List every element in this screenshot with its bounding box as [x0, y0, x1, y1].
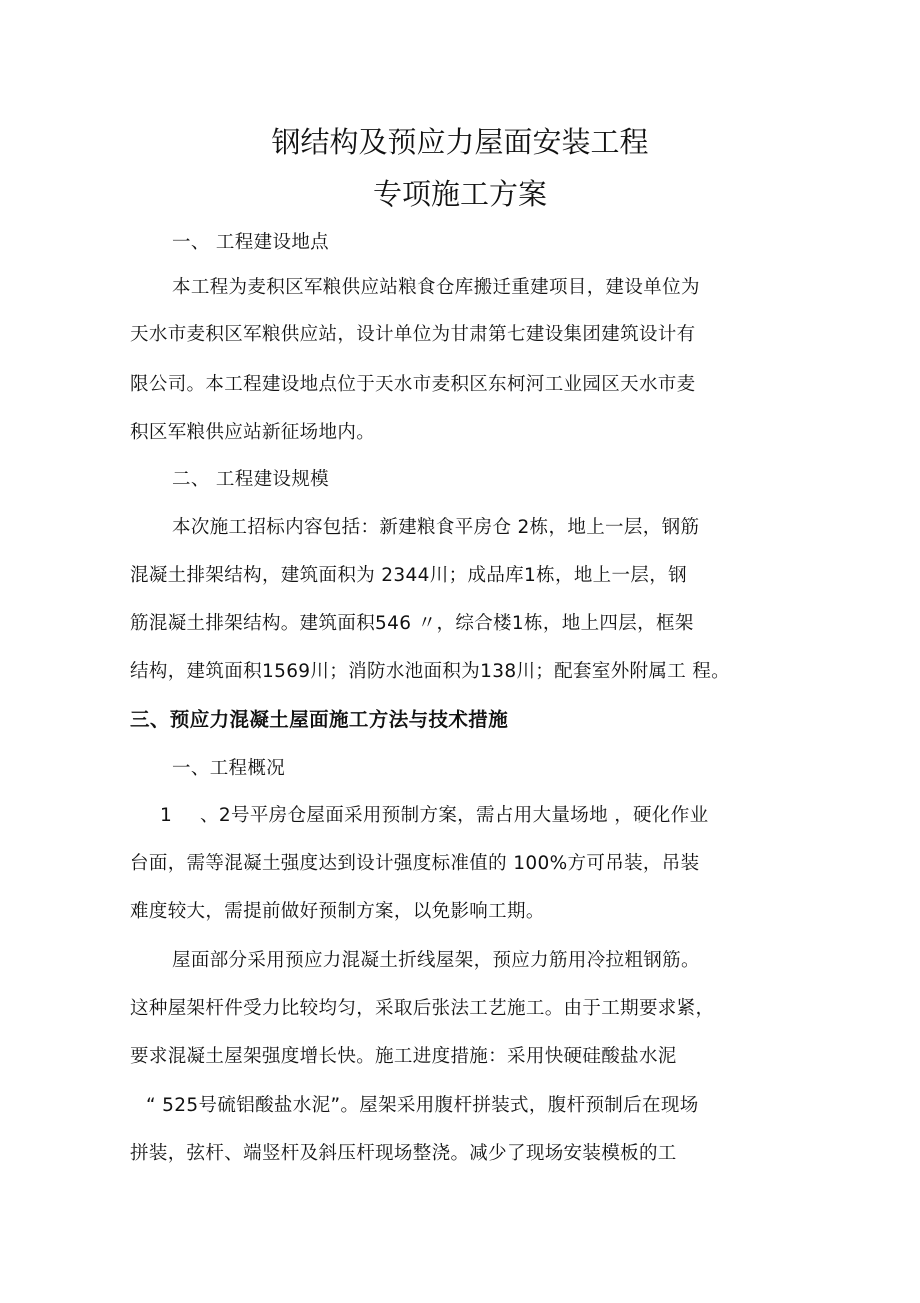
section2-heading: 二、 工程建设规模	[172, 469, 330, 490]
section2-line: 结构，建筑面积1569川；消防水池面积为138川；配套室外附属工 程。	[130, 661, 731, 682]
section3-heading: 三、预应力混凝土屋面施工方法与技术措施	[130, 708, 509, 731]
section1-heading: 一、 工程建设地点	[172, 232, 330, 253]
document-title-line1: 钢结构及预应力屋面安装工程	[271, 125, 649, 159]
item1-line: 、2号平房仓屋面采用预制方案，需占用大量场地 ，硬化作业	[200, 805, 709, 826]
item1-number: 1	[160, 805, 173, 826]
para2-line: “ 525号硫铝酸盐水泥”。屋架采用腹杆拼装式，腹杆预制后在现场	[146, 1095, 699, 1116]
section1-line: 限公司。本工程建设地点位于天水市麦积区东柯河工业园区天水市麦	[130, 374, 696, 395]
para2-line: 要求混凝土屋架强度增长快。施工进度措施：采用快硬硅酸盐水泥	[130, 1046, 677, 1067]
para2-line: 拼装，弦杆、端竖杆及斜压杆现场整浇。减少了现场安装模板的工	[130, 1143, 677, 1164]
section2-line: 筋混凝土排架结构。建筑面积546 〃，综合楼1栋，地上四层，框架	[130, 613, 694, 634]
section1-line: 天水市麦积区军粮供应站，设计单位为甘肃第七建设集团建筑设计有	[130, 324, 696, 345]
item1-line: 难度较大，需提前做好预制方案，以免影响工期。	[130, 901, 545, 922]
section2-line: 混凝土排架结构，建筑面积为 2344川；成品库1栋，地上一层，钢	[130, 565, 687, 586]
para2-line: 这种屋架杆件受力比较均匀，采取后张法工艺施工。由于工期要求紧，	[130, 998, 715, 1019]
section2-line: 本次施工招标内容包括：新建粮食平房仓 2栋，地上一层，钢筋	[172, 517, 700, 538]
section1-line: 本工程为麦积区军粮供应站粮食仓库搬迁重建项目，建设单位为	[172, 277, 700, 298]
item1-line: 台面，需等混凝土强度达到设计强度标准值的 100%方可吊装，吊装	[130, 853, 700, 874]
section3-subheading: 一、工程概况	[172, 758, 286, 779]
section1-line: 积区军粮供应站新征场地内。	[130, 422, 376, 443]
para2-line: 屋面部分采用预应力混凝土折线屋架，预应力筋用冷拉粗钢筋。	[172, 950, 700, 971]
document-title-line2: 专项施工方案	[372, 177, 547, 211]
